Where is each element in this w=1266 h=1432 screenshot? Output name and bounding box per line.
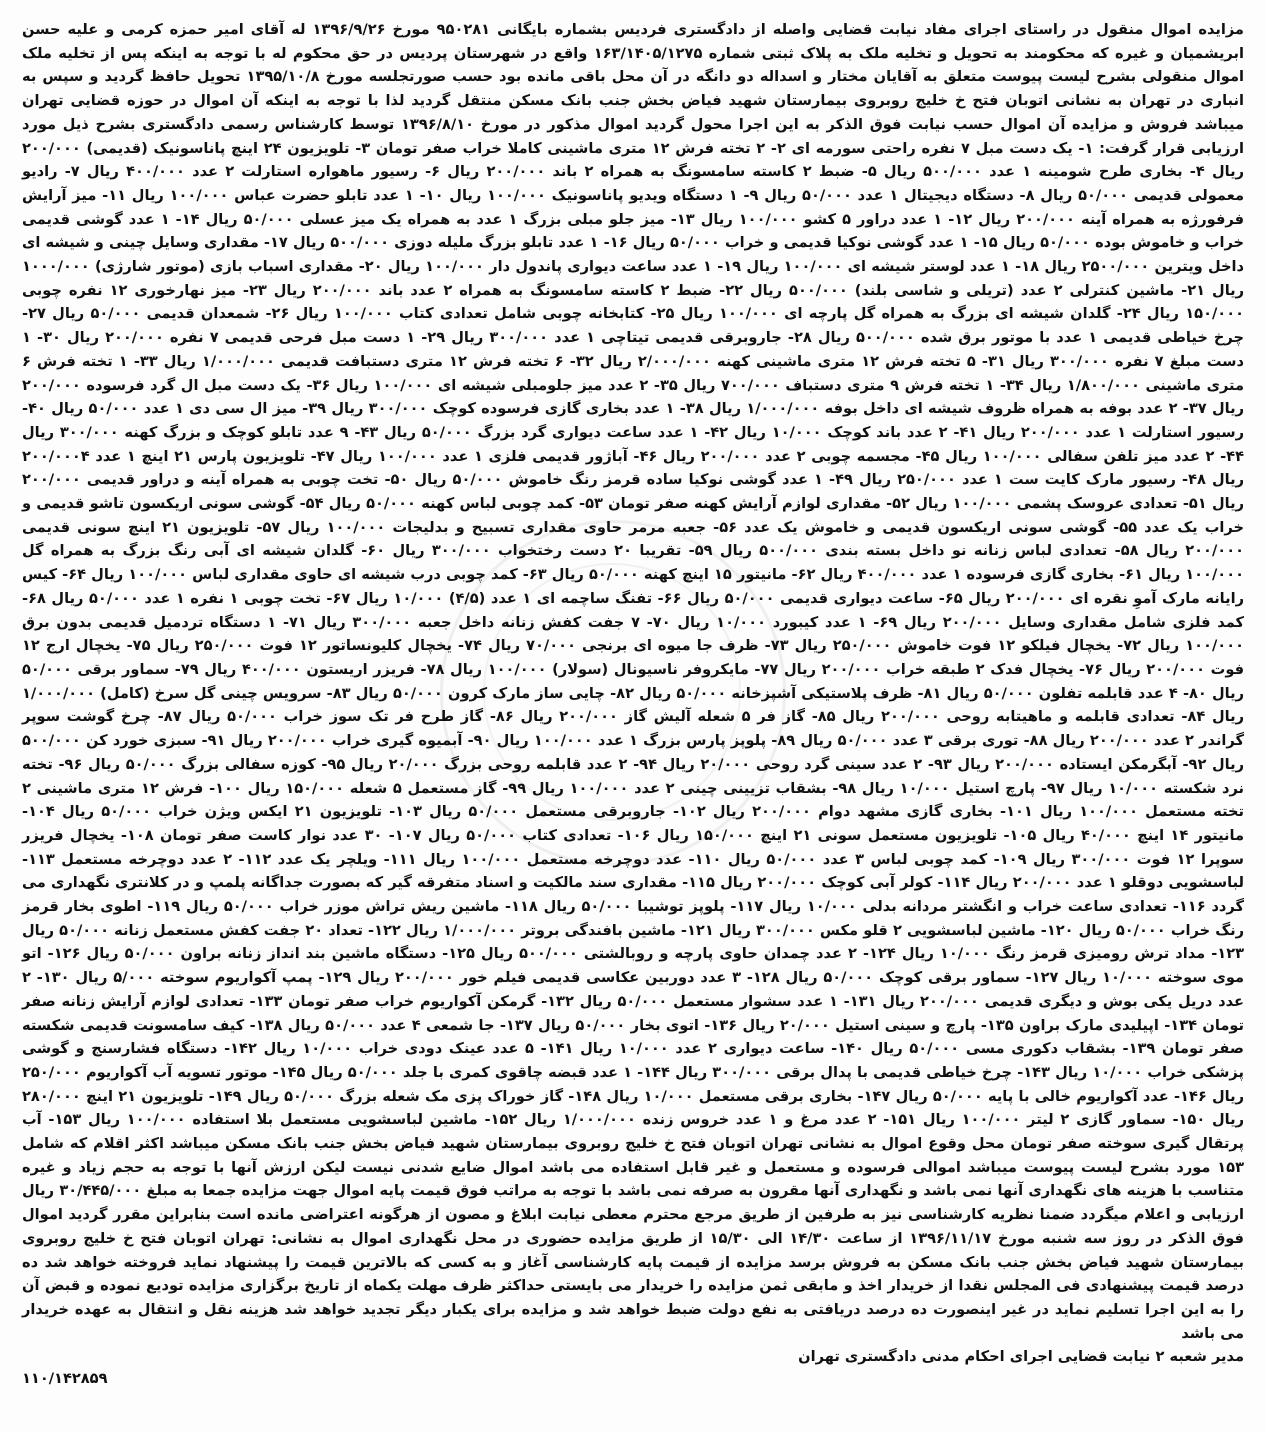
notice-footer [22,1346,1244,1390]
signature-line: مدیر شعبه ۲ نیابت قضایی اجرای احکام مدنی دادگستری تهران [798,1348,1244,1366]
reference-number: ۱۱۰/۱۴۲۸۵۹ [22,1370,108,1388]
notice-body-text: مزایده اموال منقول در راستای اجرای مفاد نیابت قضایی واصله از دادگستری فردیس بشماره بایگانی ۹۵۰۲۸۱ مورخ ۱۳۹۶/۹/۲۶ له آقای امیر حمزه کرمی و علیه حسن ابریشمیان و غیره که محکومند به تحویل و تخلیه ملک به پلاک ثبتی شماره ۱۶۳/۱۴۰۵/۱۲۷۵ واقع در شهرستان پردیس در حق محکوم له با توجه به اینکه پس از تخلیه ملک اموال منقولی بشرح لیست پیوست متعلق به آقایان مختار و اسداله دو دانگه در آن محل باقی مانده بود حسب صورتجلسه مورخ ۱۳۹۵/۱۰/۸ تحویل حافظ گردید و سپس به انباری در تهران به نشانی اتوبان فتح خ خلیج روبروی بیمارستان شهید فیاض بخش جنب بانک مسکن منتقل گردید لذا با توجه به اینکه آن اموال در حوزه قضایی تهران میباشد فروش و مزایده آن اموال حسب نیابت فوق الذکر به این اجرا محول گردید اموال مذکور در مورخ ۱۳۹۶/۸/۱۰ توسط کارشناس رسمی دادگستری بشرح ذیل مورد ارزیابی قرار گرفت: ۱- یک دست مبل ۷ نفره راحتی سورمه ای ۲- ۲ تخته فرش ۱۲ متری ماشینی کاملا خراب صفر تومان ۳- تلویزیون ۲۴ اینچ پاناسونیک (قدیمی) ۲۰۰/۰۰۰ ریال ۴- بخاری طرح شومینه ۱ عدد ۵۰۰/۰۰۰ ریال ۵- ضبط ۲ کاسته سامسونگ به همراه ۲ باند ۲۰۰/۰۰۰ ریال ۶- رسیور ماهواره استارلت ۲ عدد ۴۰۰/۰۰۰ ریال ۷- رادیو معمولی قدیمی ۵۰/۰۰۰ ریال ۸- دستگاه دیجیتال ۱ عدد ۵۰/۰۰۰ ریال ۹- ۱ دستگاه ویدیو پاناسونیک ۱۰۰/۰۰۰ ریال ۱۰- ۱ عدد تابلو حضرت عباس ۱۰۰/۰۰۰ ریال ۱۱- میز آرایش فرفورژه به همراه آینه ۲۰۰/۰۰۰ ریال ۱۲- ۱ عدد دراور ۵ کشو ۱۰۰/۰۰۰ ریال ۱۳- میز جلو مبلی بزرگ ۱ عدد به همراه یک میز عسلی ۵۰/۰۰۰ ریال ۱۴- ۱ عدد گوشی قدیمی خراب و خاموش بوده ۵۰/۰۰۰ ریال ۱۵- ۱ عدد گوشی نوکیا قدیمی و خراب ۵۰/۰۰۰ ریال ۱۶- ۱ عدد تابلو بزرگ ملیله دوزی ۵۰۰/۰۰۰ ریال ۱۷- مقداری وسایل چینی و شیشه ای داخل ویترین ۲۵۰۰/۰۰۰ ریال ۱۸- ۱ عدد لوستر شیشه ای ۱۰۰/۰۰۰ ریال ۱۹- ۱ عدد ساعت دیواری پاندول دار ۱۰۰/۰۰۰ ریال ۲۰- مقداری اسباب بازی (موتور شارژی) ۱۰۰۰/۰۰۰ ریال ۲۱- ماشین کنترلی ۲ عدد (تریلی و شاسی بلند) ۵۰۰/۰۰۰ ریال ۲۲- ضبط ۲ کاسته سامسونگ به همراه ۲ عدد باند ۲۰۰/۰۰۰ ریال ۲۳- میز نهارخوری ۱۲ نفره چوبی ۱۵۰/۰۰۰ ریال ۲۴- گلدان شیشه ای بزرگ به همراه گل پارچه ای ۱۰۰/۰۰۰ ریال ۲۵- کتابخانه چوبی شامل تعدادی کتاب ۱۰۰/۰۰۰ ریال ۲۶- شمعدان قدیمی ۵۰/۰۰۰ ریال ۲۷- چرخ خیاطی قدیمی ۱ عدد با موتور برق شده ۵۰۰/۰۰۰ ریال ۲۸- جاروبرقی قدیمی تیتاچی ۱ عدد ۳۰۰/۰۰۰ ریال ۲۹- ۱ دست مبل فرحی قدیمی ۷ نفره ۲۰۰/۰۰۰ ریال ۳۰- ۱ دست مبلغ ۷ نفره ۳۰۰/۰۰۰ ریال ۳۱- ۵ تخته فرش ۱۲ متری ماشینی کهنه ۲/۰۰۰/۰۰۰ ریال ۳۲- ۶ تخته فرش ۱۲ متری دستبافت قدیمی ۱/۰۰۰/۰۰۰ ریال ۳۳- ۱ تخته فرش ۶ متری ماشینی ۱/۸۰۰/۰۰۰ ریال ۳۴- ۱ تخته فرش ۹ متری دستباف ۷۰۰/۰۰۰ ریال ۳۵- ۲ عدد میز جلومبلی شیشه ای ۱۰۰/۰۰۰ ریال ۳۶- یک دست مبل ال گرد فرسوده ۲۰۰/۰۰۰ ریال ۳۷- ۲ عدد بوفه به همراه ظروف شیشه ای داخل بوفه ۱/۰۰۰/۰۰۰ ریال ۳۸- ۱ عدد بخاری گازی فرسوده کوچک ۳۰۰/۰۰۰ ریال ۳۹- میز ال سی دی ۱ عدد ۵۰/۰۰۰ ریال ۴۰- رسیور استارلت ۱ عدد ۲۰۰/۰۰۰ ریال ۴۱- ۲ عدد باند کوچک ۱۰/۰۰۰ ریال ۴۲- ۱ عدد ساعت دیواری گرد بزرگ ۵۰/۰۰۰ ریال ۴۳- ۹ عدد تابلو کوچک و بزرگ کهنه ۳۰۰/۰۰۰ ریال ۴۴- ۲ عدد میز تلفن سفالی ۱۰۰/۰۰۰ ریال ۴۵- مجسمه چوبی ۲ عدد ۲۰۰/۰۰۰ ریال ۴۶- آباژور قدیمی فلزی ۱ عدد ۱۰۰/۰۰۰ ریال ۴۷- تلویزیون پارس ۲۱ اینچ ۱ عدد ۲۰۰/۰۰۰۴ ریال ۴۸- رسیور مارک کایت ست ۱ عدد ۲۵۰/۰۰۰ ریال ۴۹- ۱ عدد گوشی نوکیا ساده قرمز رنگ خاموش ۵۰/۰۰۰ ریال ۵۰- تخت چوبی به همراه آینه و دراور قدیمی ۲۰۰/۰۰۰ ریال ۵۱- تعدادی عروسک پشمی ۱۰۰/۰۰۰ ریال ۵۲- مقداری لوازم آرایش کهنه صفر تومان ۵۳- کمد چوبی لباس کهنه ۵۰/۰۰۰ ریال ۵۴- گوشی سونی اریکسون تاشو قدیمی و خراب یک عدد ۵۵- گوشی سونی اریکسون قدیمی و خاموش یک عدد ۵۶- جعبه مرمر حاوی مقداری تسبیح و بدلیجات ۱۰۰/۰۰۰ ریال ۵۷- تلویزیون ۲۱ اینچ سونی قدیمی ۲۰۰/۰۰۰ ریال ۵۸- تعدادی لباس زنانه نو داخل بسته بندی ۵۰۰/۰۰۰ ریال ۵۹- تقریبا ۲۰ دست رختخواب ۳۰۰/۰۰۰ ریال ۶۰- گلدان شیشه ای آبی رنگ بزرگ به همراه گل ۱۰۰/۰۰۰ ریال ۶۱- بخاری گازی فرسوده ۱ عدد ۴۰۰/۰۰۰ ریال ۶۲- مانیتور ۱۵ اینچ کهنه ۵۰/۰۰۰ ریال ۶۳- کمد چوبی درب شیشه ای حاوی مقداری لباس ۱۰۰/۰۰۰ ریال ۶۴- کیس رایانه مارک آموِ نقره ای ۲۰۰/۰۰۰ ریال ۶۵- ساعت دیواری قدیمی ۵۰/۰۰۰ ریال ۶۶- تفنگ ساچمه ای ۱ عدد (۴/۵) ۱۰/۰۰۰ ریال ۶۷- تخت چوبی ۱ نفره ۱ عدد ۵۰/۰۰۰ ریال ۶۸- کمد فلزی شامل مقداری وسایل ۲۰۰/۰۰۰ ریال ۶۹- ۱ عدد کیبورد ۱۰/۰۰۰ ریال ۷۰- ۷ جفت کفش زنانه داخل جعبه ۳۰۰/۰۰۰ ریال ۷۱- ۱ دستگاه تردمیل قدیمی بدون برق ۱۰۰/۰۰۰ ریال ۷۲- یخچال فیلکو ۱۲ فوت خاموش ۲۵۰/۰۰۰ ریال ۷۳- ظرف جا میوه ای برنجی ۷۰/۰۰۰ ریال ۷۴- یخچال کلیونساتور ۱۲ فوت ۲۵۰/۰۰۰ ریال ۷۵- یخچال ارج ۱۲ فوت ۲۰۰/۰۰۰ ریال ۷۶- یخچال فدک ۲ طبقه خراب ۲۰۰/۰۰۰ ریال ۷۷- مایکروفر ناسیونال (سولار) ۱۰۰/۰۰۰ ریال ۷۸- فریزر اریستون ۴۰۰/۰۰۰ ریال ۷۹- سماور برقی ۵۰/۰۰۰ ریال ۸۰- ۴ عدد قابلمه تفلون ۵۰/۰۰۰ ریال ۸۱- ظرف پلاستیکی آشپزخانه ۵۰/۰۰۰ ریال ۸۲- چایی ساز مارک کرون ۵۰/۰۰۰ ریال ۸۳- سرویس چینی گل سرخ (کامل) ۱/۰۰۰/۰۰۰ ریال ۸۴- تعدادی قابلمه و ماهیتابه روحی ۲۰۰/۰۰۰ ریال ۸۵- گاز فر ۵ شعله آلیش گاز ۲۰۰/۰۰۰ ریال ۸۶- گاز طرح فر تک سوز خراب ۵۰/۰۰۰ ریال ۸۷- چرخ گوشت سوپر گراندر ۲ عدد ۲۰۰/۰۰۰ ریال ۸۸- توری برقی ۳ عدد ۵۰/۰۰۰ ریال ۸۹- پلوپز پارس بزرگ ۱ عدد ۱۰۰/۰۰۰ ریال ۹۰- آبمیوه گیری خراب ۲۰۰/۰۰۰ ریال ۹۱- سبزی خورد کن ۵۰۰/۰۰۰ ریال ۹۲- آبگرمکن ایستاده ۲۰۰/۰۰۰ ریال ۹۳- ۲ عدد سینی گرد روحی ۲۰/۰۰۰ ریال ۹۴- ۲ عدد قابلمه روحی بزرگ ۲۰/۰۰۰ ریال ۹۵- کوزه سفالی بزرگ ۵۰/۰۰۰ ریال ۹۶- تخته نرد شکسته ۱۰/۰۰۰ ریال ۹۷- پارچ استیل ۱۰/۰۰۰ ریال ۹۸- بشقاب تزیینی چینی ۲ عدد ۱۰۰/۰۰۰ ریال ۹۹- گاز مستعمل ۵ شعله ۱۵۰/۰۰۰ ریال ۱۰۰- فرش ۱۲ متری ماشینی ۲ تخته مستعمل ۱۰۰/۰۰۰ ریال ۱۰۱- بخاری گازی مشهد دوام ۲۰۰/۰۰۰ ریال ۱۰۲- جاروبرقی مستعمل ۵۰/۰۰۰ ریال ۱۰۳- تلویزیون ۲۱ ایکس ویژن خراب ۵۰/۰۰۰ ریال ۱۰۴- مانیتور ۱۴ اینچ ۴۰/۰۰۰ ریال ۱۰۵- تلویزیون مستعمل سونی ۲۱ اینچ ۱۵۰/۰۰۰ ریال ۱۰۶- تعدادی کتاب ۵۰/۰۰۰ ریال ۱۰۷- ۳۰ عدد نوار کاست صفر تومان ۱۰۸- یخچال فریزر سوپرا ۱۲ فوت ۳۰۰/۰۰۰ ریال ۱۰۹- کمد چوبی لباس ۳ عدد ۵۰/۰۰۰ ریال ۱۱۰- عدد دوچرخه مستعمل ۱۰۰/۰۰۰ ریال ۱۱۱- ویلچر یک عدد ۱۱۲- ۲ عدد دوچرخه مستعمل ۱۱۳- لباسشویی دوقلو ۱ عدد ۲۰۰/۰۰۰ ریال ۱۱۴- کولر آبی کوچک ۲۰۰/۰۰۰ ریال ۱۱۵- مقداری سند مالکیت و اسناد متفرقه گیر که بصورت جداگانه پلمپ و در کلانتری نگهداری می گردد ۱۱۶- تعدادی ساعت خراب و انگشتر مردانه بدلی ۱۰/۰۰۰ ریال ۱۱۷- پلوپز توشیبا ۵۰/۰۰۰ ریال ۱۱۸- ماشین ریش تراش موزر خراب ۵۰/۰۰۰ ریال ۱۱۹- اطوی بخار قرمز رنگ خراب ۵۰/۰۰۰ ریال ۱۲۰- ماشین لباسشویی ۲ قلو مکس ۳۰۰/۰۰۰ ریال ۱۲۱- ماشین بافندگی بروتر ۱/۰۰۰/۰۰۰ ریال ۱۲۲- تعداد ۲۰ جفت کفش مستعمل زنانه ۵۰/۰۰۰ ریال ۱۲۳- مداد ترش رومیزی قرمز رنگ ۱۰/۰۰۰ ریال ۱۲۴- ۲ عدد چمدان حاوی پارچه و روبالشتی ۵۰۰/۰۰۰ ریال ۱۲۵- دستگاه ماشین بند انداز زنانه براون ۵۰/۰۰۰ ریال ۱۲۶- اتو موی سوخته ۱۰/۰۰۰ ریال ۱۲۷- سماور برقی کوچک ۵۰/۰۰۰ ریال ۱۲۸- ۳ عدد دوربین عکاسی قدیمی فیلم خور ۲۰۰/۰۰۰ ریال ۱۲۹- پمپ آکواریوم سوخته ۵/۰۰۰ ریال ۱۳۰- ۲ عدد دریل یکی بوش و دیگری قدیمی ۲۰۰/۰۰۰ ریال ۱۳۱- ۱ عدد سشوار مستعمل ۵۰/۰۰۰ ریال ۱۳۲- گرمکن آکواریوم خراب صفر تومان ۱۳۳- تعدادی لوازم آرایش زنانه صفر تومان ۱۳۴- اپیلیدی مارک براون ۱۳۵- پارچ و سینی استیل ۲۰/۰۰۰ ریال ۱۳۶- اتوی بخار ۵۰/۰۰۰ ریال ۱۳۷- جا شمعی ۴ عدد ۵۰/۰۰۰ ریال ۱۳۸- کیف سامسونت قدیمی شکسته صفر تومان ۱۳۹- بشقاب دکوری مسی ۵۰/۰۰۰ ریال ۱۴۰- ساعت دیواری ۲ عدد ۱۰/۰۰۰ ریال ۱۴۱- ۵ عدد عینک دودی خراب ۱۰/۰۰۰ ریال ۱۴۲- دستگاه فشارسنج و گوشی پزشکی خراب ۱۰/۰۰۰ ریال ۱۴۳- چرخ خیاطی قدیمی با پدال برقی ۳۰۰/۰۰۰ ریال ۱۴۴- ۱ عدد قبضه چاقوی کمری با جلد ۵۰/۰۰۰ ریال ۱۴۵- موتور تسویه آب آکواریوم ۲۵۰/۰۰۰ ریال ۱۴۶- عدد آکواریوم خالی با پایه ۵۰/۰۰۰ ریال ۱۴۷- بخاری برقی مستعمل ۱۰/۰۰۰ ریال ۱۴۸- گاز خوراک پزی مک شعله بزرگ ۵۰/۰۰۰ ریال ۱۴۹- تلویزیون ۲۱ اینچ ۲۸۰/۰۰۰ ریال ۱۵۰- سماور گازی ۲ لیتر ۱۰۰/۰۰۰ ریال ۱۵۱- ۲ عدد مرغ و ۱ عدد خروس زنده ۱/۰۰۰/۰۰۰ ریال ۱۵۲- ماشین لباسشویی مستعمل بلا استفاده ۱۰۰/۰۰۰ ریال ۱۵۳- آب پرتقال گیری سوخته صفر تومان محل وقوع اموال به نشانی تهران اتوبان فتح خ خلیج روبروی بیمارستان شهید فیاض بخش جنب بانک مسکن میباشد اکثر اقلام که شامل ۱۵۳ مورد بشرح لیست پیوست میباشد اموالی فرسوده و مستعمل و غیر قابل استفاده می باشد اموال ضایع شدنی نیست لیکن ارزش آنها با توجه به حجم زیاد و غیره متناسب با هزینه های نگهداری آنها نمی باشد و نگهداری آنها مقرون به صرفه نمی باشد با توجه به مراتب فوق قیمت پایه اموال جهت مزایده جمعا به مبلغ ۳۰/۴۴۵/۰۰۰ ریال ارزیابی و اعلام میگردد ضمنا نظریه کارشناسی نیز به طرفین از طریق مرجع محترم معطی نیابت ابلاغ و مصون از هرگونه اعتراضی مانده است بنابراین مقرر گردید اموال فوق الذکر در روز سه شنبه مورخ ۱۳۹۶/۱۱/۱۷ از ساعت ۱۴/۳۰ الی ۱۵/۳۰ از طریق مزایده حضوری در محل نگهداری اموال به نشانی: تهران اتوبان فتح خ خلیج روبروی بیمارستان شهید فیاض بخش جنب بانک مسکن به فروش برسد مزایده از قیمت پایه کارشناسی آغاز و به کسی که بالاترین قیمت را پیشنهاد نماید فروخته خواهد شد ده درصد قیمت پیشنهادی فی المجلس نقدا از خریدار اخذ و مابقی ثمن مزایده را خریدار می بایستی حداکثر ظرف مهلت یکماه از تاریخ برگزاری مزایده تودیع نموده و قبض آن را به این اجرا تسلیم نماید در غیر اینصورت ده درصد دریافتی به نفع دولت ضبط خواهد شد و مزایده برای یکبار دیگر تجدید خواهد شد هزینه نقل و انتقال به عهده خریدار می باشد [22,21,1245,1342]
